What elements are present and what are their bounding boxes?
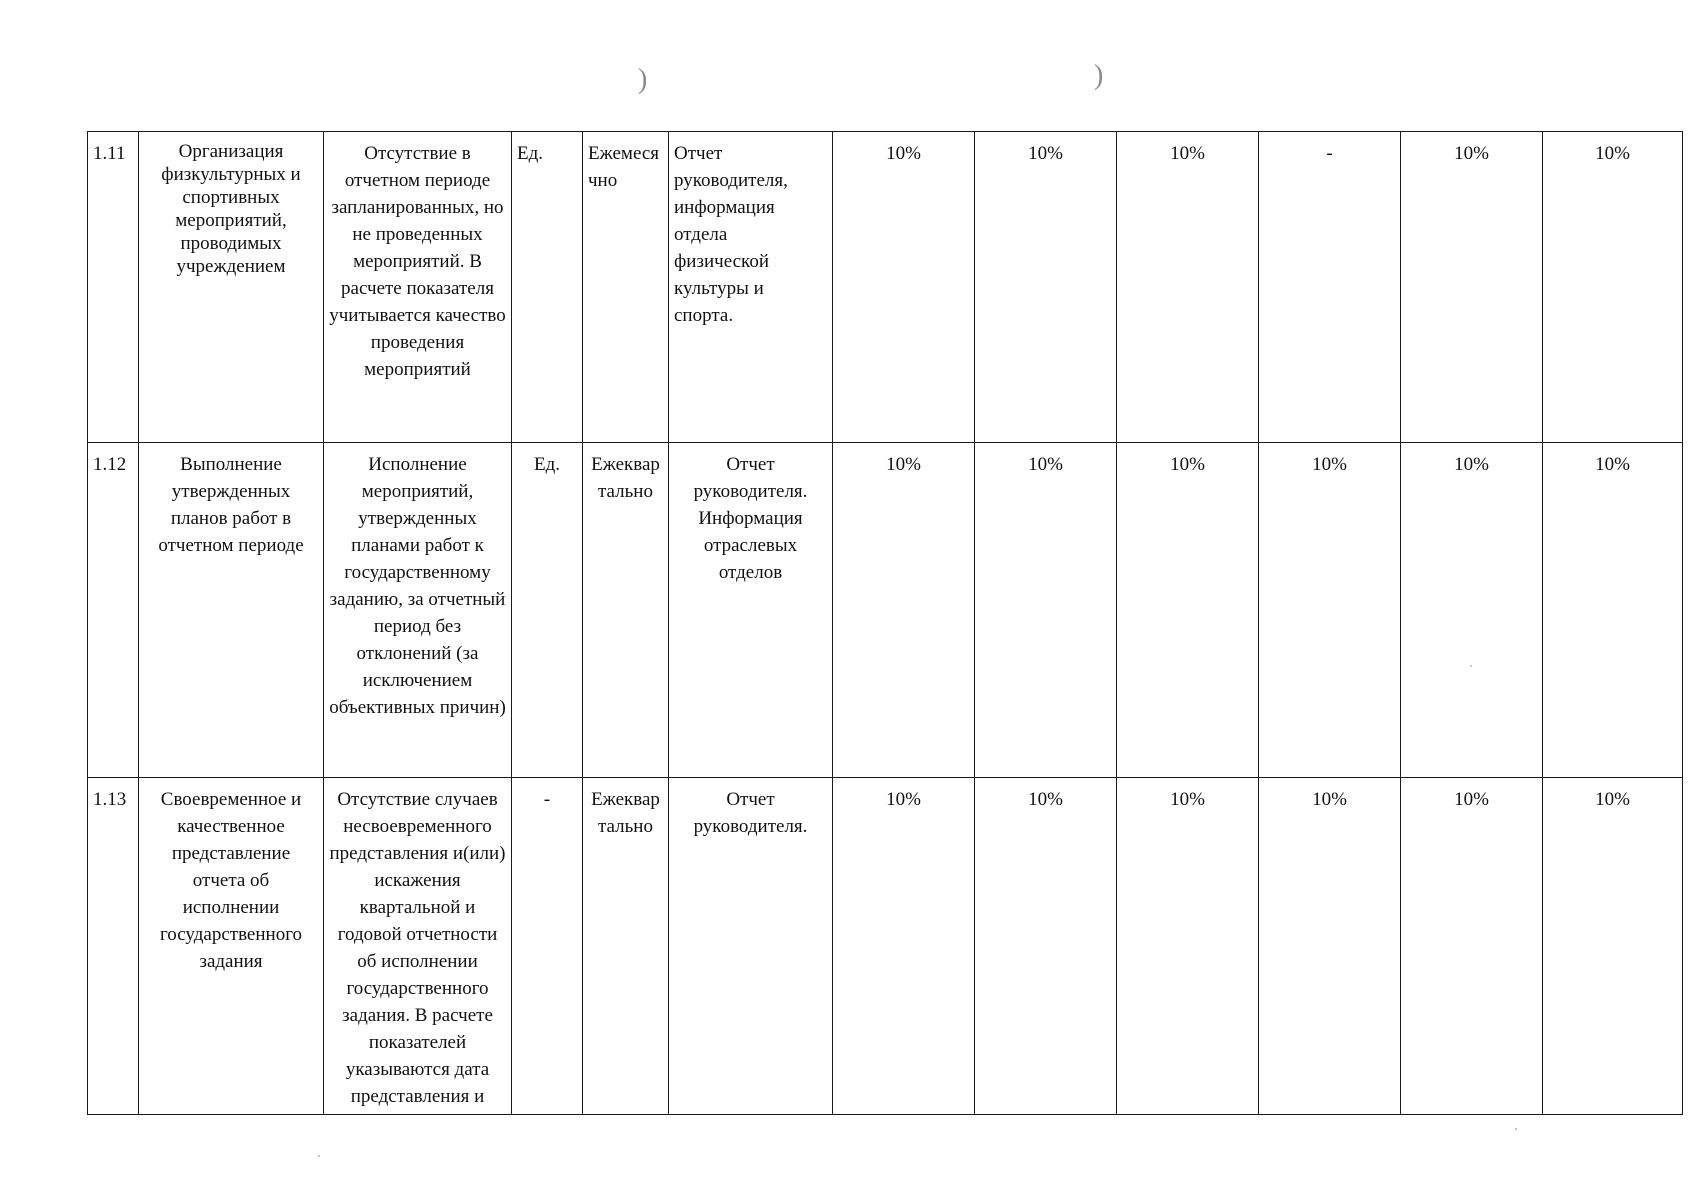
indicator-name	[139, 778, 324, 1115]
indicator-name-line: качественное	[177, 816, 285, 837]
unit-cell: -	[512, 778, 583, 1115]
indicator-name-line: Своевременное и	[160, 789, 302, 810]
value-cell: 10%	[1543, 778, 1683, 1115]
indicator-name-line: государственного	[159, 924, 303, 945]
value-cell: 10%	[1117, 132, 1259, 443]
value-cell: 10%	[1401, 132, 1543, 443]
source-cell: Отчет руководителя.	[669, 778, 833, 1115]
indicator-name-line: исполнении	[182, 897, 280, 918]
indicator-description: Исполнение мероприятий, утвержденных планами работ к государственному заданию, за отчетный период без отклонений (за исключением объективных причин)	[324, 443, 512, 778]
row-number: 1.12	[88, 443, 139, 778]
indicator-name-line: отчета об	[192, 870, 270, 891]
frequency-cell: Ежемесячно	[583, 132, 669, 443]
value-cell: 10%	[1259, 778, 1401, 1115]
value-cell: 10%	[833, 778, 975, 1115]
table-row	[88, 778, 1683, 1115]
unit-cell: Ед.	[512, 132, 583, 443]
indicator-name-line: физкультурных и	[161, 164, 301, 185]
indicator-name-line: отчетном периоде	[158, 535, 304, 556]
value-cell: 10%	[1259, 443, 1401, 778]
indicator-name-line: задания	[199, 951, 263, 972]
value-cell: 10%	[1117, 778, 1259, 1115]
scan-mark-left: )	[638, 64, 648, 95]
indicator-name-line: мероприятий,	[175, 210, 287, 231]
indicator-name-line: представление	[171, 843, 291, 864]
row-number: 1.11	[88, 132, 139, 443]
source-cell: Отчет руководителя, информация отдела физической культуры и спорта.	[669, 132, 833, 443]
row-number: 1.13	[88, 778, 139, 1115]
value-cell: 10%	[1117, 443, 1259, 778]
unit-cell: Ед.	[512, 443, 583, 778]
value-cell: 10%	[1401, 443, 1543, 778]
indicator-name-line: планов работ в	[170, 508, 292, 529]
value-cell: 10%	[1543, 132, 1683, 443]
scan-speck	[1515, 1128, 1517, 1130]
indicator-name	[139, 443, 324, 778]
scan-speck	[1470, 665, 1472, 667]
table-row	[88, 132, 1683, 443]
value-cell: 10%	[1543, 443, 1683, 778]
frequency-cell: Ежеквартально	[583, 778, 669, 1115]
indicator-name-line: спортивных	[182, 187, 280, 208]
scan-mark-right: )	[1094, 60, 1104, 91]
frequency-cell: Ежеквартально	[583, 443, 669, 778]
indicator-name-line: Организация	[178, 141, 284, 162]
indicator-name-line: проводимых	[180, 233, 282, 254]
scan-speck	[318, 1155, 320, 1157]
value-cell: 10%	[833, 443, 975, 778]
indicator-name-line: Выполнение	[180, 454, 282, 475]
indicator-name	[139, 132, 324, 443]
table-row	[88, 443, 1683, 778]
value-cell: 10%	[975, 132, 1117, 443]
value-cell: 10%	[975, 443, 1117, 778]
value-cell: 10%	[1401, 778, 1543, 1115]
value-cell: 10%	[833, 132, 975, 443]
indicator-name-line: утвержденных	[171, 481, 291, 502]
criteria-table	[87, 131, 1683, 1115]
indicator-description: Отсутствие случаев несвоевременного представления и(или) искажения квартальной и годовой отчетности об исполнении государственного задания. В расчете показателей указываются дата представления и	[324, 778, 512, 1115]
value-cell: 10%	[975, 778, 1117, 1115]
indicator-description: Отсутствие в отчетном периоде запланированных, но не проведенных мероприятий. В расчете показателя учитывается качество проведения мероприятий	[324, 132, 512, 443]
source-cell: Отчет руководителя. Информация отраслевых отделов	[669, 443, 833, 778]
value-cell: -	[1259, 132, 1401, 443]
indicator-name-line: учреждением	[176, 256, 286, 277]
